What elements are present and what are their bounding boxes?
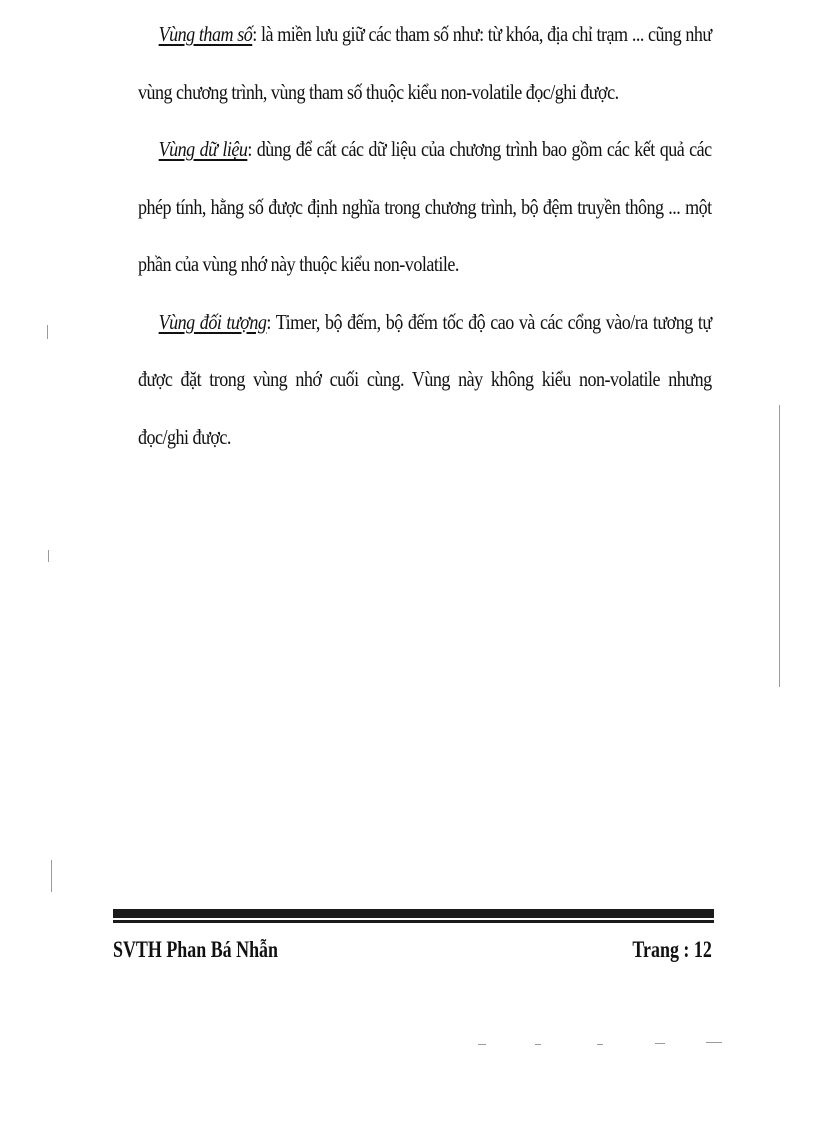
- body-text: [138, 6, 712, 466]
- footer-page-number: Trang : 12: [632, 937, 712, 962]
- term-data-area: Vùng dữ liệu: [158, 137, 248, 161]
- term-object-area: Vùng đối tượng: [158, 309, 267, 334]
- scan-mark: [478, 1044, 486, 1045]
- scan-mark: [706, 1042, 722, 1043]
- scan-mark: [779, 405, 780, 687]
- scan-mark: [655, 1043, 665, 1044]
- footer-rule-thick: [113, 909, 714, 918]
- footer-author: SVTH Phan Bá Nhẫn: [113, 937, 279, 962]
- term-parameter-area: Vùng tham số: [158, 22, 253, 46]
- paragraph-object-area: [138, 294, 712, 467]
- paragraph-text: : dùng để cất các dữ liệu của chương trình bao gồm các kết quả các phép tính, hằng số được định nghĩa trong chương trình, bộ đệm truyền thông ... một phần của vùng nhớ này thuộc kiểu non-volatile.: [138, 137, 712, 276]
- scan-mark: [48, 550, 49, 562]
- scan-mark: [597, 1044, 603, 1045]
- paragraph-data-area: [138, 121, 712, 294]
- paragraph-text: : Timer, bộ đếm, bộ đếm tốc độ cao và các cổng vào/ra tương tự được đặt trong vùng nhớ cuối cùng. Vùng này không kiểu non-volatile nhưng đọc/ghi được.: [138, 309, 712, 449]
- footer-rule-thin: [113, 920, 714, 923]
- paragraph-parameter-area: [138, 6, 712, 121]
- scan-mark: [51, 860, 52, 892]
- paragraph-text: : là miền lưu giữ các tham số như: từ khóa, địa chỉ trạm ... cũng như vùng chương trình, vùng tham số thuộc kiểu non-volatile đọc/ghi được.: [138, 22, 712, 104]
- scan-mark: [535, 1044, 541, 1045]
- scan-mark: [47, 325, 48, 339]
